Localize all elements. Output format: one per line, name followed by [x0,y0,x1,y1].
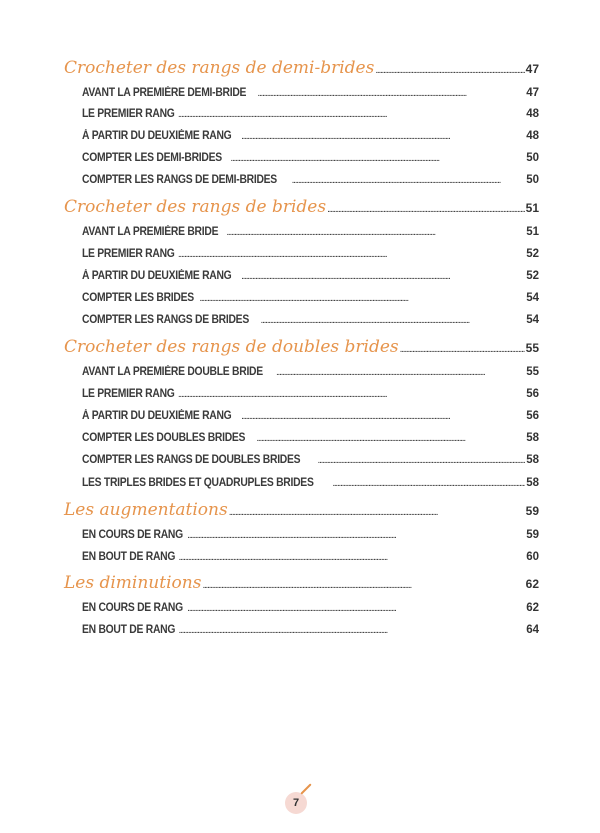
entry-title: AVANT LA PREMIÈRE DOUBLE BRIDE [82,366,263,378]
chapter-title: Crocheter des rangs de demi-brides [64,58,375,78]
page-ref: 60 [526,551,539,563]
entry-title: AVANT LA PREMIÈRE DEMI-BRIDE [82,87,247,99]
entry-title: COMPTER LES DEMI-BRIDES [82,152,222,164]
dot-leader [187,603,525,614]
page-ref: 47 [525,62,539,76]
dot-leader [332,478,525,489]
toc-entry[interactable] [82,108,539,120]
dot-leader [229,507,525,518]
page-ref: 55 [525,341,539,355]
toc-entry[interactable] [82,454,539,466]
page-ref: 51 [525,201,539,215]
toc-entry[interactable] [82,551,539,563]
entry-title: COMPTER LES DOUBLES BRIDES [82,432,246,444]
toc-entry[interactable] [82,432,539,444]
dot-leader [178,249,525,260]
toc-entry[interactable] [82,174,539,186]
dot-leader [178,109,525,120]
toc-chapter[interactable] [64,58,539,78]
dot-leader [187,530,525,541]
dot-leader [241,411,525,422]
toc-entry[interactable] [82,388,539,400]
page-ref: 48 [526,130,539,142]
crochet-hook-icon [300,783,311,794]
toc-chapter[interactable] [64,500,539,520]
dot-leader [230,153,525,164]
dot-leader [256,433,525,444]
entry-title: À PARTIR DU DEUXIÈME RANG [82,130,232,142]
toc-entry[interactable] [82,314,539,326]
dot-leader [318,455,526,466]
entry-title: COMPTER LES BRIDES [82,292,194,304]
dot-leader [178,625,525,636]
page-ref: 55 [526,366,539,378]
toc-entry[interactable] [82,270,539,282]
page-ref: 56 [526,410,539,422]
entry-title: COMPTER LES RANGS DE DEMI-BRIDES [82,174,277,186]
page-ref: 50 [526,152,539,164]
page-ref: 59 [525,504,539,518]
page-number-badge [285,792,307,814]
entry-title: À PARTIR DU DEUXIÈME RANG [82,410,232,422]
dot-leader [241,271,525,282]
page-ref: 62 [525,577,539,591]
toc-entry[interactable] [82,87,539,99]
dot-leader [327,204,525,215]
toc-entry[interactable] [82,477,539,489]
page-ref: 52 [526,270,539,282]
entry-title: COMPTER LES RANGS DE BRIDES [82,314,249,326]
entry-title: LE PREMIER RANG [82,108,175,120]
page-ref: 51 [526,226,539,238]
dot-leader [199,293,525,304]
chapter-title: Les augmentations [64,500,228,520]
page-ref: 48 [526,108,539,120]
page-ref: 58 [526,432,539,444]
toc-chapter[interactable] [64,197,539,217]
dot-leader [202,580,524,591]
page-ref: 54 [526,314,539,326]
page-ref: 58 [526,477,539,489]
dot-leader [178,389,525,400]
entry-title: EN COURS DE RANG [82,602,183,614]
toc-chapter[interactable] [64,337,539,357]
toc-entry[interactable] [82,529,539,541]
toc-entry[interactable] [82,410,539,422]
entry-title: LES TRIPLES BRIDES ET QUADRUPLES BRIDES [82,477,314,489]
entry-title: À PARTIR DU DEUXIÈME RANG [82,270,232,282]
dot-leader [226,227,525,238]
page-ref: 50 [526,174,539,186]
toc-entry[interactable] [82,248,539,260]
page-ref: 54 [526,292,539,304]
dot-leader [400,344,525,355]
page-ref: 47 [526,87,539,99]
toc-entry[interactable] [82,152,539,164]
toc-entry[interactable] [82,624,539,636]
entry-title: EN BOUT DE RANG [82,624,176,636]
page-ref: 56 [526,388,539,400]
dot-leader [257,88,525,99]
entry-title: EN COURS DE RANG [82,529,183,541]
dot-leader [261,315,526,326]
entry-title: LE PREMIER RANG [82,248,175,260]
entry-title: LE PREMIER RANG [82,388,175,400]
chapter-title: Les diminutions [64,573,202,593]
page-ref: 59 [526,529,539,541]
page-ref: 62 [526,602,539,614]
dot-leader [276,367,525,378]
page-number: 7 [292,797,300,809]
toc-entry[interactable] [82,226,539,238]
dot-leader [178,552,525,563]
entry-title: COMPTER LES RANGS DE DOUBLES BRIDES [82,454,301,466]
chapter-title: Crocheter des rangs de brides [64,197,327,217]
chapter-title: Crocheter des rangs de doubles brides [64,337,399,357]
dot-leader [292,175,526,186]
page-ref: 58 [526,454,539,466]
page-ref: 52 [526,248,539,260]
entry-title: AVANT LA PREMIÈRE BRIDE [82,226,219,238]
entry-title: EN BOUT DE RANG [82,551,176,563]
toc-chapter[interactable] [64,573,539,593]
toc-entry[interactable] [82,602,539,614]
toc-entry[interactable] [82,292,539,304]
toc-entry[interactable] [82,366,539,378]
page-ref: 64 [526,624,539,636]
dot-leader [375,65,524,76]
dot-leader [241,131,525,142]
toc-entry[interactable] [82,130,539,142]
